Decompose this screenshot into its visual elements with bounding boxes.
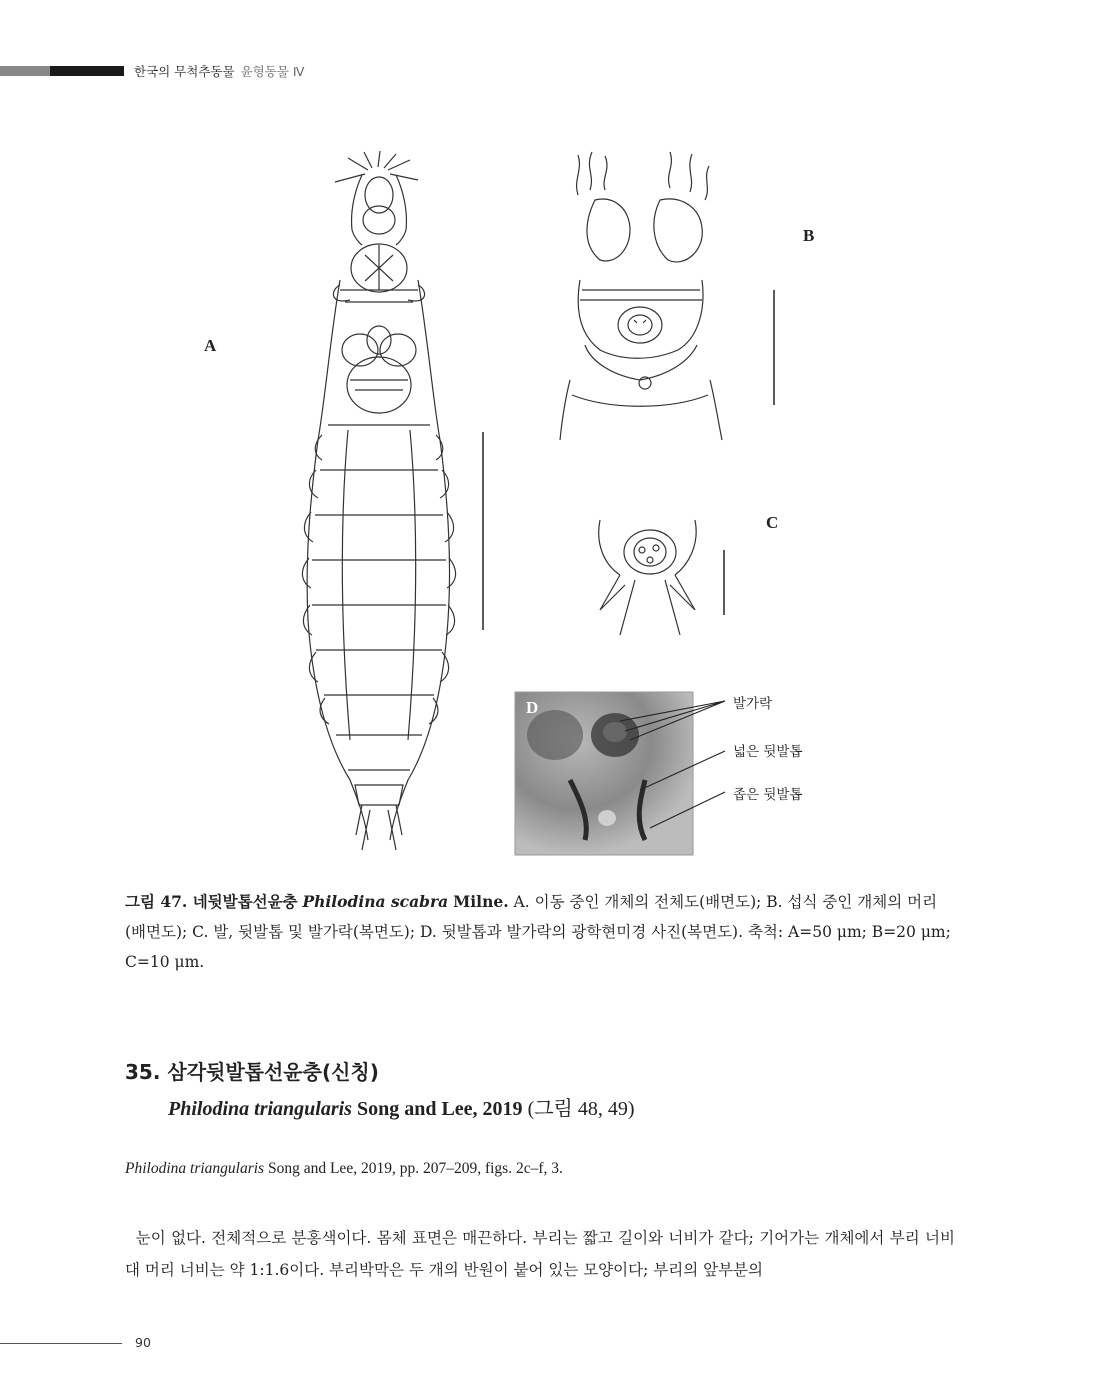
synonym-citation <box>125 1160 563 1178</box>
footer-rule <box>0 1343 122 1344</box>
synonym-species: Philodina triangularis <box>125 1160 265 1177</box>
running-header <box>0 62 700 78</box>
book-subtitle: 윤형동물 Ⅳ <box>240 64 305 79</box>
header-bar-gray <box>0 66 50 76</box>
annotation-toes: 발가락 <box>733 696 773 712</box>
panel-label-d: D <box>526 698 539 717</box>
page-number: 90 <box>135 1335 151 1350</box>
annotation-narrow-spur: 좁은 뒷발톱 <box>733 787 803 803</box>
micrograph-d <box>515 692 725 855</box>
caption-species: Philodina scabra <box>302 892 449 911</box>
panel-label-a: A <box>204 336 217 355</box>
caption-author: Milne. <box>453 892 509 911</box>
specimen-c-drawing <box>599 520 696 635</box>
body-paragraph-text: 눈이 없다. 전체적으로 분홍색이다. 몸체 표면은 매끈하다. 부리는 짧고 길이와 너비가 같다; 기어가는 개체에서 부리 너비 대 머리 너비는 약 1:1.6이다. 부리박막은 두 개의 반원이 붙어 있는 모양이다; 부리의 앞부분의 <box>125 1229 955 1279</box>
section-species-line <box>168 1092 635 1121</box>
panel-label-c: C <box>766 513 779 532</box>
annotation-wide-spur: 넓은 뒷발톱 <box>733 744 803 760</box>
specimen-a-drawing <box>302 151 455 850</box>
caption-text: A. 이동 중인 개체의 전체도(배면도); B. 섭식 중인 개체의 머리(배면도); C. 발, 뒷발톱 및 발가락(복면도); D. 뒷발톱과 발가락의 광학현미경 사진(복면도). 축척: A=50 μm; B=20 μm; C=10 μm. <box>125 893 951 971</box>
section-figure-ref: (그림 48, 49) <box>527 1098 635 1120</box>
figure-caption <box>125 887 955 977</box>
figure-47 <box>190 140 850 865</box>
book-title: 한국의 무척추동물 <box>134 64 235 79</box>
body-paragraph <box>125 1222 955 1286</box>
section-species: Philodina triangularis <box>168 1098 352 1120</box>
header-bar-black <box>50 66 124 76</box>
section-title: 35. 삼각뒷발톱선윤충(신칭) <box>125 1060 379 1084</box>
panel-label-b: B <box>803 226 815 245</box>
synonym-reference: Song and Lee, 2019, pp. 207–209, figs. 2c–f, 3. <box>267 1160 563 1177</box>
header-title <box>134 62 304 80</box>
section-authority: Song and Lee, 2019 <box>356 1098 523 1120</box>
caption-figure-number: 그림 47. 네뒷발톱선윤충 <box>125 892 298 911</box>
specimen-b-drawing <box>560 152 722 440</box>
